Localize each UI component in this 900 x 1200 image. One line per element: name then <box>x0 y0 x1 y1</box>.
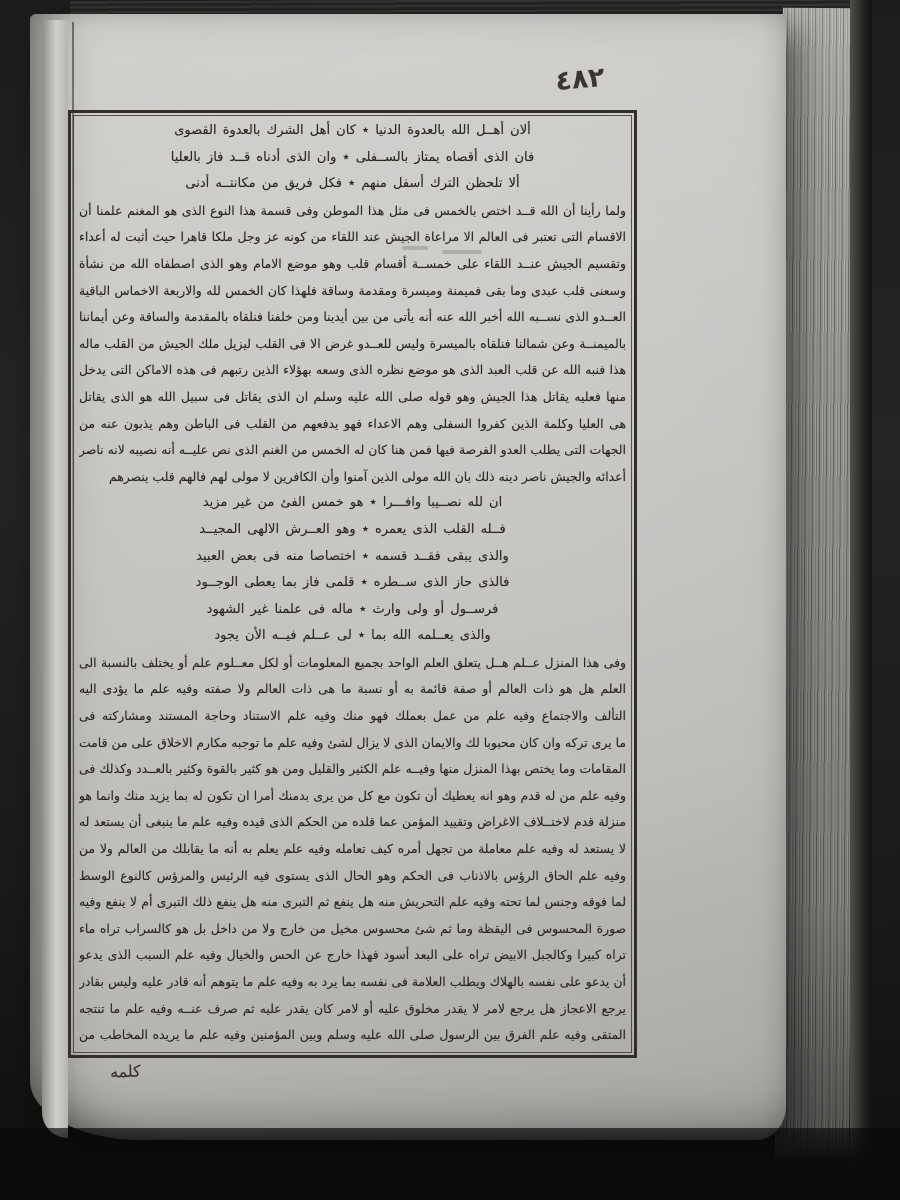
prose-line: الجهات التى يطلب العدو الفرصة فيها فمن هنا كان له الخمس من الغنم الذى نص عليــه أنه نصيبه لانه ناصر <box>79 442 626 458</box>
gutter-page-edge <box>42 20 68 1138</box>
prose-line: وفيه علم الحاق الرؤس بالاذناب فى الحكم وهو الحال الذى يستوى فيه الرئيس والمرؤس كالنوع الوسط <box>79 867 626 883</box>
page-number: ٤٨٢ <box>554 61 606 98</box>
prose-line: وسعنى قلب عبدى وما بقى فميمنة وميسرة ومقدمة وساقة فلهذا كان الخمس لله والاربعة الاخماس الباقية <box>79 282 626 298</box>
verse-line: ان لله نصــيبا وافـــرا ٭ هو خمس الفئ من غير مزيد <box>202 495 503 511</box>
prose-line: منزلة قدم لاختــلاف الاغراض وتقييد المؤمن عما قلده من الحكم الذى قيده وفيه علم ما ينبغى أن يستعد له <box>79 814 626 830</box>
verse-line: والذى يبقى فقــد قسمه ٭ اختصاصا منه فى بعض العبيد <box>196 548 509 564</box>
book-page <box>30 14 786 1140</box>
book-cover-edge-shadow <box>850 0 872 1200</box>
prose-line: لا يستعد له وفيه علم معاملة من تجهل أمره كيف تعامله وفيه علم يعلم به أنه ما يقابلك من العالم ولا من <box>79 841 626 857</box>
verse-line: ألان أهــل الله بالعدوة الدنيا ٭ كان أهل الشرك بالعدوة القصوى <box>174 123 531 138</box>
poem-block-2 <box>79 490 626 650</box>
prose-line: أن يدعو على نفسه بالهلاك ويطلب العلامة فى نفسه بما يرد به وفيه علم ما يتوهم أنه قادر عليه وليس بقادر <box>79 974 626 989</box>
book-fore-edge-pages <box>775 8 857 1158</box>
prose-line: العلم هل هو ذات العالم أو صفة قائمة به أو نسبة ما هى ذات العالم ولا صفته وفيه علم ما يؤدى اليه <box>79 681 626 697</box>
verse-line: فرســول أو ولى وارث ٭ ماله فى علمنا غير الشهود <box>206 601 499 617</box>
verse-line: ألا تلحظن الترك أسفل منهم ٭ فكل فريق من مكانتــه أدنى <box>185 176 520 192</box>
verse-line: والذى يعــلمه الله بما ٭ لى عــلم فيــه الأن يجود <box>214 628 491 644</box>
prose-line: ولما رأينا أن الله قــد اختص بالخمس فى مثل هذا الموطن وفى قسمة هذا النوع الذى هو المغنم علمنا أن <box>79 202 626 218</box>
bottom-background-shadow <box>0 1128 900 1200</box>
catchword: كلمه <box>109 1061 142 1082</box>
prose-line: أعدائه والجيش ناصر دينه ذلك بان الله مولى الذين آمنوا وأن الكافرين لا مولى لهم فالهم قلب ينصرهم <box>108 468 626 484</box>
prose-line: يرجع الاعجاز هل يرجع لامر لا يقدر مخلوق عليه أو لامر كان يقدر عليه ثم صرف عنــه وفيه علم ما تنتجه <box>79 1000 626 1016</box>
prose-line: بالميمنــة وعن شمالنا فنلقاه بالميسرة وليس للعــدو غرض الا فى القلب ليزيل ملك الجيش من القلب ماله <box>79 335 626 351</box>
prose-line: هذا فنبه الله عن قلب العبد الذى هو موضع نظره الذى وسعه بهؤلاء الذين رتبهم فى هذه الاماكن التى يدخل <box>79 362 626 378</box>
prose-line: صورة المحسوس فى اليقظة وما ثم شئ محسوس مخيل من خارج ولا من داخل بل هو كالسراب تراه ماء <box>79 920 626 936</box>
prose-block-1 <box>79 198 626 491</box>
text-frame <box>68 110 637 1058</box>
prose-block-2 <box>79 650 626 1049</box>
prose-line: ما يرى تركه وان كان محبوبا لك والايمان الذى لا يزال لشئ وفيه علم ما توجبه مكارم الاخلاق على من قامت <box>79 734 626 750</box>
prose-line: المتقى وفيه علم الفرق بين الرسول صلى الله عليه وسلم وبين المؤمنين وفيه علم ما يريده المخاطب من <box>79 1027 626 1043</box>
prose-line: العــدو الذى نســبه الله أخبر الله عنه أنه يأتى من بين أيدينا ومن خلفنا فنلقاه بالمقدمة والساقة وعن أيماننا <box>79 309 626 325</box>
poem-block-1 <box>79 118 626 198</box>
prose-line: لما فوقه وجنس لما تحته وفيه علم التحريش منه هل ينفع ثم التبرى منه هل ينفع ذلك التبرى أم لا ينفع وفيه <box>79 894 626 910</box>
prose-line: منها فعليه يقاتل هذا الجيش وهو قوله صلى الله عليه وسلم ان الذى يقاتل فى سبيل الله هو الذى يقاتل <box>79 388 626 404</box>
prose-line: المقامات وما يختص بهذا المنزل منها وفيــه علم الكثير والقليل ومن هو كثير بالقوة وكثير بالعــدد وكذلك فى <box>79 761 626 777</box>
page-text <box>79 118 626 1050</box>
prose-line: هى العليا وكلمة الذين كفروا السفلى وهم الاعداء فهو يدفعهم من القلب فى الباطن وهم يذبون عنه من <box>79 415 626 431</box>
prose-line: وفى هذا المنزل عــلم هــل يتعلق العلم الواحد بجميع المعلومات أو لكل معــلوم علم أو يختلف بالنسبة الى <box>79 654 626 670</box>
verse-line: فــله القلب الذى يعمره ٭ وهو العــرش الالهى المجيــد <box>199 521 506 537</box>
prose-line: تراه كبيرا وكالجبل الابيض تراه على البعد أسود فهذا خارج عن الحس والخيال وفيه علم السبب الذى يدعو <box>79 947 626 963</box>
prose-line: الاقسام التى تعتبر فى العالم الا مراعاة الجيش عند اللقاء من كونه عز وجل ملكا قاهرا حيث أثبت له أعداء <box>79 229 626 245</box>
prose-line: التألف والاجتماع وفيه علم من عمل بعملك فهو منك وفيه علم الاستناد وحاجة المستند ومشاركته فى <box>79 708 626 724</box>
verse-line: فالذى حاز الذى ســطره ٭ قلمى فاز بما يعطى الوجــود <box>195 575 510 591</box>
verse-line: فان الذى أقصاه يمتاز بالســفلى ٭ وان الذى أدناه قــد فاز بالعليا <box>170 149 535 165</box>
prose-line: وتقسيم الجيش عنــد اللقاء على خمســة أقسام قلب وهو موضع الامام وهو الذى اصطفاه الله من نشأة <box>79 255 626 271</box>
prose-line: وفيه علم من له قدم وهو انه يعطيك أن تكون مع كل من يرى بدمنك أمرا ان تكون له بما يزيد منك وانما هو <box>79 787 626 803</box>
